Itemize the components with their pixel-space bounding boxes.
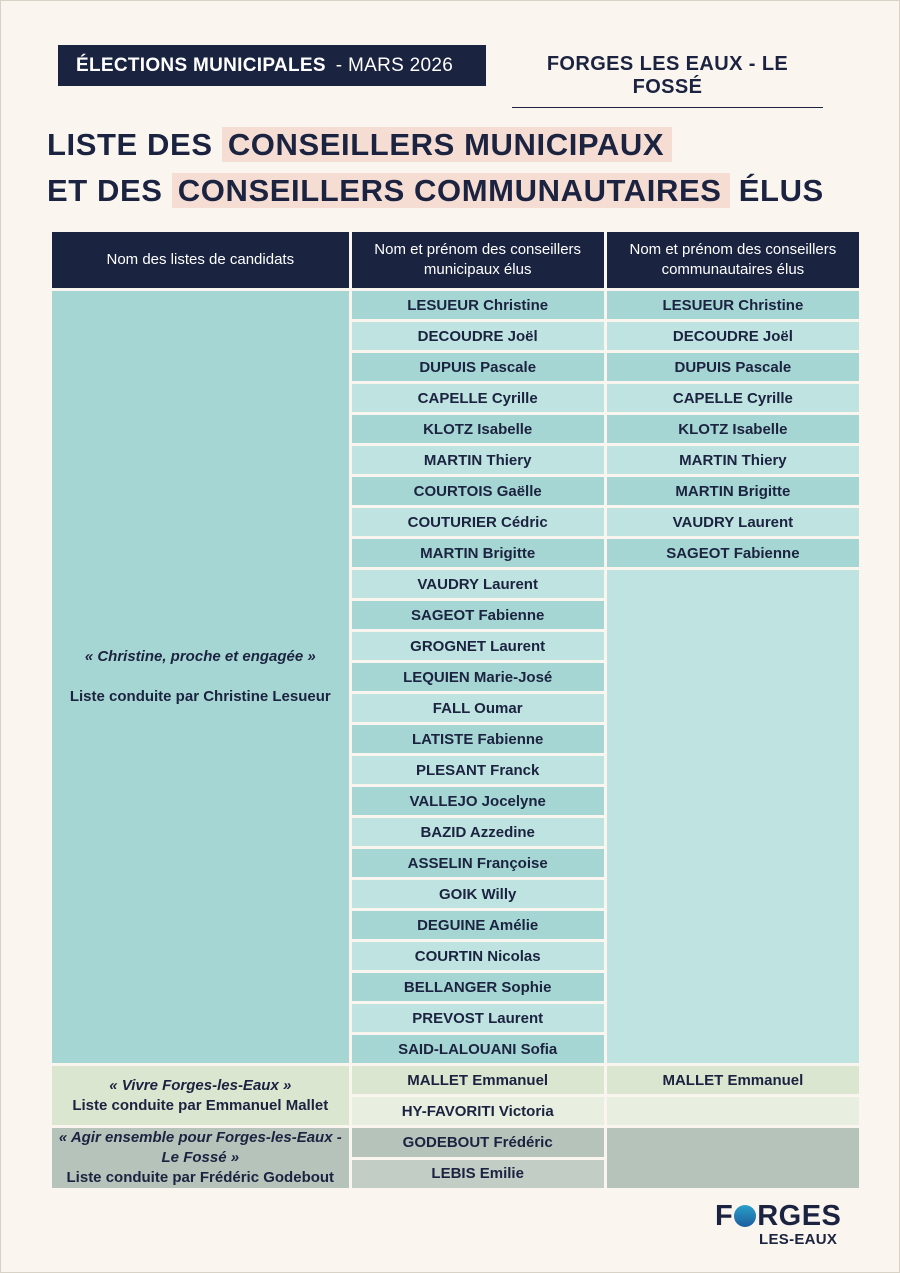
page-title-line-2 [47, 173, 824, 209]
empty-cell [607, 1097, 859, 1125]
community-councillor: MALLET Emmanuel [607, 1066, 859, 1094]
list-name: « Agir ensemble pour Forges-les-Eaux - [58, 1129, 342, 1146]
municipal-councillor: COUTURIER Cédric [352, 508, 604, 536]
municipal-councillor: GODEBOUT Frédéric [352, 1128, 604, 1157]
forges-logo [715, 1201, 845, 1251]
community-councillor: MARTIN Thiery [607, 446, 859, 474]
logo-letter: F [715, 1200, 734, 1232]
title-text: ÉLUS [729, 173, 824, 208]
community-councillor: DECOUDRE Joël [607, 322, 859, 350]
municipal-councillor: SAGEOT Fabienne [352, 601, 604, 629]
list-leader: Liste conduite par Frédéric Godebout [66, 1169, 335, 1186]
list-leader: Liste conduite par Christine Lesueur [69, 688, 331, 705]
community-councillor: VAUDRY Laurent [607, 508, 859, 536]
spacer [52, 667, 349, 687]
page-title-line-1 [47, 127, 672, 163]
results-table [49, 229, 862, 1191]
title-highlight: CONSEILLERS MUNICIPAUX [222, 127, 672, 162]
logo-wordmark [715, 1201, 841, 1231]
municipal-councillor: LESUEUR Christine [352, 291, 604, 319]
community-councillor: LESUEUR Christine [607, 291, 859, 319]
list-name-cell [52, 291, 349, 1063]
town-name: FORGES LES EAUX - LE FOSSÉ [512, 53, 823, 108]
title-highlight: CONSEILLERS COMMUNAUTAIRES [172, 173, 730, 208]
municipal-councillor: LEBIS Emilie [352, 1160, 604, 1189]
municipal-councillor: MARTIN Brigitte [352, 539, 604, 567]
municipal-councillor: LEQUIEN Marie-José [352, 663, 604, 691]
title-text: LISTE DES [47, 127, 222, 162]
municipal-councillor: PLESANT Franck [352, 756, 604, 784]
logo-subtitle: LES-EAUX [759, 1231, 838, 1248]
municipal-councillor: DUPUIS Pascale [352, 353, 604, 381]
municipal-councillor: SAID-LALOUANI Sofia [352, 1035, 604, 1063]
municipal-councillor: VAUDRY Laurent [352, 570, 604, 598]
list-name: « Vivre Forges-les-Eaux » [109, 1076, 292, 1094]
municipal-councillor: DECOUDRE Joël [352, 322, 604, 350]
municipal-councillor: HY-FAVORITI Victoria [352, 1097, 604, 1125]
municipal-councillor: BAZID Azzedine [352, 818, 604, 846]
municipal-councillor: GROGNET Laurent [352, 632, 604, 660]
community-councillor: SAGEOT Fabienne [607, 539, 859, 567]
list-name: Le Fossé » [161, 1149, 240, 1166]
election-badge [58, 45, 486, 86]
header-lists: Nom des listes de candidats [52, 232, 349, 288]
municipal-councillor: LATISTE Fabienne [352, 725, 604, 753]
municipal-councillor: DEGUINE Amélie [352, 911, 604, 939]
municipal-councillor: KLOTZ Isabelle [352, 415, 604, 443]
empty-cell [607, 1128, 859, 1188]
table-row [52, 1066, 859, 1094]
table-row [52, 291, 859, 319]
list-name-cell [52, 1128, 349, 1188]
community-councillor: KLOTZ Isabelle [607, 415, 859, 443]
community-councillor: DUPUIS Pascale [607, 353, 859, 381]
empty-cell [607, 570, 859, 1063]
municipal-councillor: COURTOIS Gaëlle [352, 477, 604, 505]
municipal-councillor: MALLET Emmanuel [352, 1066, 604, 1094]
municipal-councillor: FALL Oumar [352, 694, 604, 722]
logo-letters: RGES [757, 1200, 842, 1232]
table-header-row [52, 232, 859, 288]
municipal-councillor: COURTIN Nicolas [352, 942, 604, 970]
election-date: - MARS 2026 [335, 54, 454, 76]
list-name-cell [52, 1066, 349, 1125]
municipal-councillor: MARTIN Thiery [352, 446, 604, 474]
municipal-councillor: CAPELLE Cyrille [352, 384, 604, 412]
list-leader: Liste conduite par Emmanuel Mallet [72, 1096, 329, 1114]
municipal-councillor: ASSELIN Françoise [352, 849, 604, 877]
table-row [52, 1128, 859, 1157]
community-councillor: CAPELLE Cyrille [607, 384, 859, 412]
community-councillor: MARTIN Brigitte [607, 477, 859, 505]
header-communautaires: Nom et prénom des conseillers communautaires élus [607, 232, 859, 288]
municipal-councillor: PREVOST Laurent [352, 1004, 604, 1032]
title-text: ET DES [47, 173, 172, 208]
header-municipaux: Nom et prénom des conseillers municipaux élus [352, 232, 604, 288]
municipal-councillor: GOIK Willy [352, 880, 604, 908]
municipal-councillor: BELLANGER Sophie [352, 973, 604, 1001]
municipal-councillor: VALLEJO Jocelyne [352, 787, 604, 815]
globe-icon [734, 1205, 756, 1227]
election-title: ÉLECTIONS MUNICIPALES [76, 54, 326, 76]
list-name: « Christine, proche et engagée » [84, 648, 316, 665]
